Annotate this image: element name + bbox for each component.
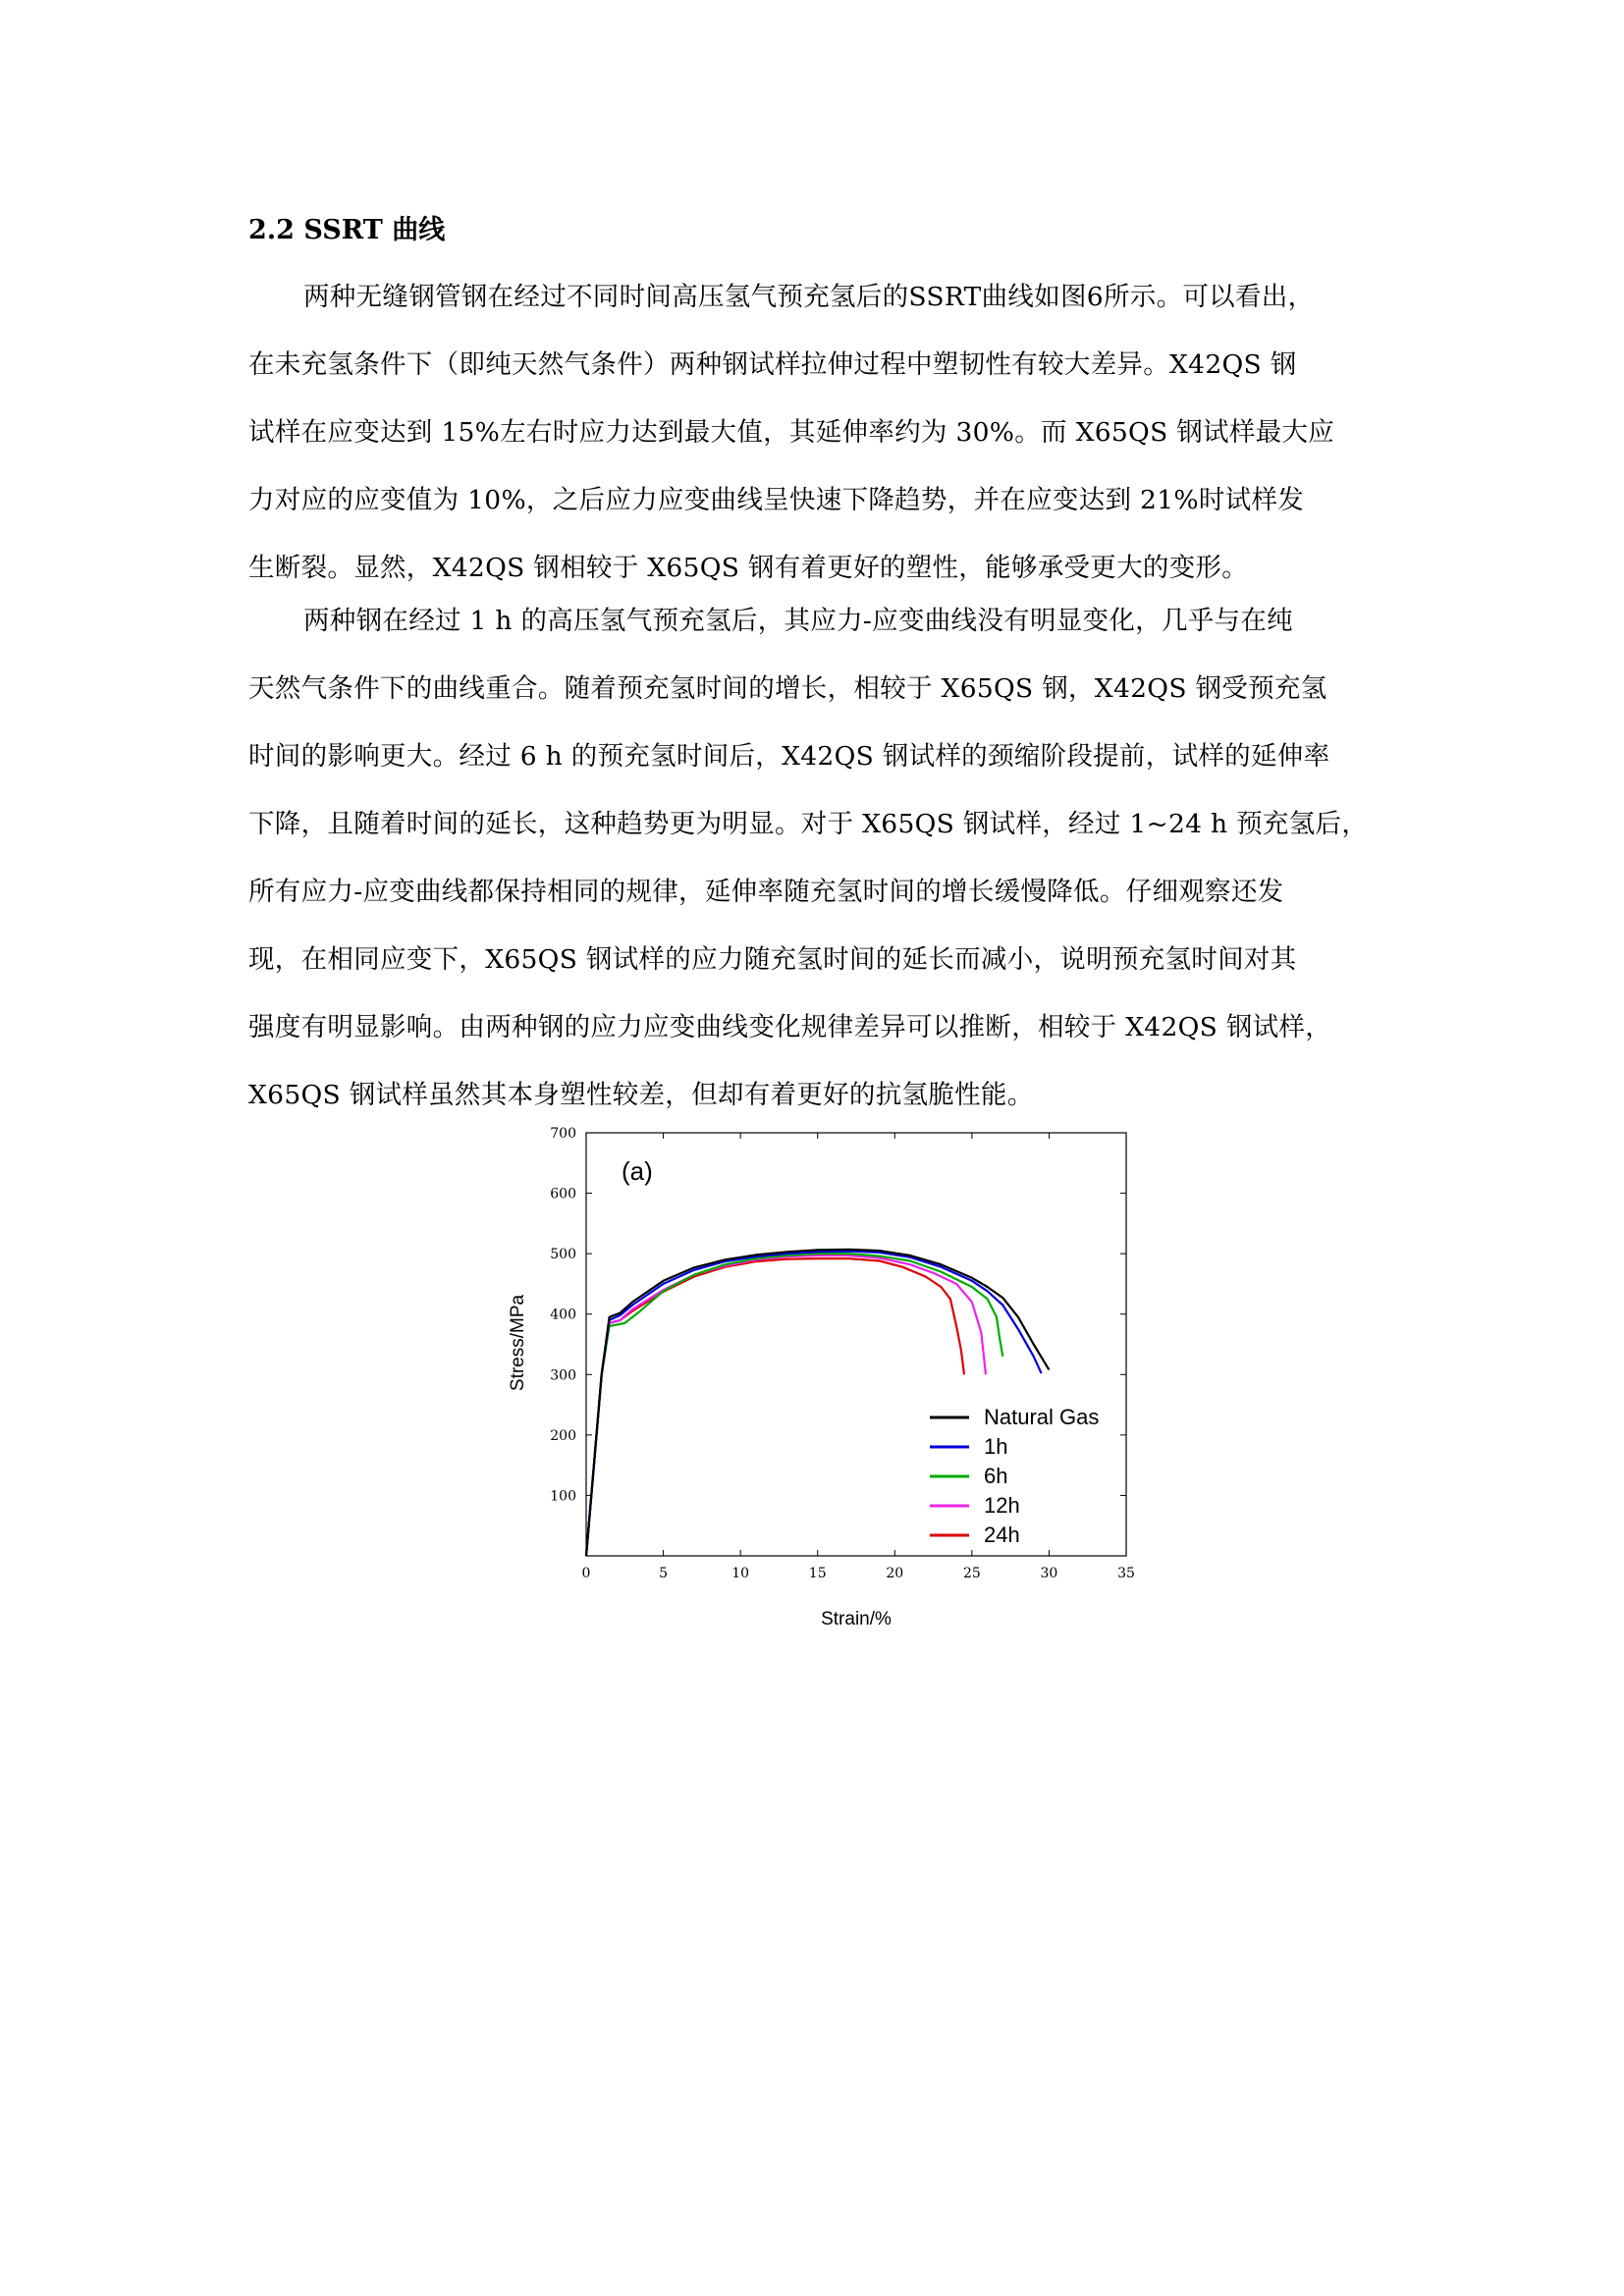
legend-entry: 12h xyxy=(984,1493,1020,1518)
paragraph-2 xyxy=(248,587,1387,1129)
plot-frame xyxy=(586,1133,1126,1556)
paragraph-line: 两种无缝钢管钢在经过不同时间高压氢气预充氢后的SSRT曲线如图6所示。可以看出， xyxy=(303,282,1315,312)
y-tick-label: 100 xyxy=(550,1488,576,1505)
chart-series xyxy=(586,1250,1049,1556)
y-tick-label: 500 xyxy=(550,1247,576,1263)
panel-label: (a) xyxy=(622,1156,653,1186)
y-axis-label: Stress/MPa xyxy=(508,1294,528,1392)
x-tick-label: 20 xyxy=(886,1566,904,1581)
paragraph-line: 现，在相同应变下，X65QS 钢试样的应力随充氢时间的延长而减小，说明预充氢时间对其 xyxy=(248,944,1297,975)
paragraph-line: 试样在应变达到 15%左右时应力达到最大值，其延伸率约为 30%。而 X65QS 钢试样最大应 xyxy=(248,417,1335,448)
paragraph-line: 所有应力-应变曲线都保持相同的规律，延伸率随充氢时间的增长缓慢降低。仔细观察还发 xyxy=(248,877,1284,907)
y-tick-label: 200 xyxy=(550,1427,576,1444)
x-tick-label: 10 xyxy=(731,1566,750,1581)
series-line-12h xyxy=(586,1255,986,1556)
y-tick-label: 700 xyxy=(550,1126,576,1142)
paragraph-1 xyxy=(248,263,1387,602)
legend-entry: 24h xyxy=(984,1522,1020,1547)
y-tick-label: 400 xyxy=(550,1307,576,1323)
y-tick-label: 600 xyxy=(550,1186,576,1202)
paragraph-line: X65QS 钢试样虽然其本身塑性较差，但却有着更好的抗氢脆性能。 xyxy=(248,1080,1034,1110)
y-tick-label: 300 xyxy=(550,1367,576,1384)
paragraph-line: 力对应的应变值为 10%，之后应力应变曲线呈快速下降趋势，并在应变达到 21%时试样发 xyxy=(248,485,1305,515)
paragraph-line: 时间的影响更大。经过 6 h 的预充氢时间后，X42QS 钢试样的颈缩阶段提前，试样的延伸率 xyxy=(248,741,1330,772)
x-tick-label: 15 xyxy=(808,1566,827,1581)
chart-legend xyxy=(930,1405,1099,1547)
x-tick-label: 35 xyxy=(1117,1566,1135,1581)
chart-axes xyxy=(550,1126,1135,1581)
paragraph-line: 生断裂。显然，X42QS 钢相较于 X65QS 钢有着更好的塑性，能够承受更大的变形。 xyxy=(248,553,1249,583)
paragraph-line: 强度有明显影响。由两种钢的应力应变曲线变化规律差异可以推断，相较于 X42QS 钢试样， xyxy=(248,1012,1332,1042)
paragraph-line: 天然气条件下的曲线重合。随着预充氢时间的增长，相较于 X65QS 钢，X42QS 钢受预充氢 xyxy=(248,673,1327,704)
legend-entry: 1h xyxy=(984,1434,1008,1459)
paragraph-line: 在未充氢条件下（即纯天然气条件）两种钢试样拉伸过程中塑韧性有较大差异。X42QS 钢 xyxy=(248,349,1297,380)
legend-entry: 6h xyxy=(984,1464,1008,1488)
section-heading: 2.2 SSRT 曲线 xyxy=(248,215,446,245)
x-tick-label: 30 xyxy=(1040,1566,1058,1581)
x-tick-label: 25 xyxy=(962,1566,981,1581)
x-axis-label: Strain/% xyxy=(821,1609,892,1629)
paragraph-line: 下降，且随着时间的延长，这种趋势更为明显。对于 X65QS 钢试样，经过 1~24 h 预充氢后， xyxy=(248,809,1369,839)
x-tick-label: 0 xyxy=(581,1566,591,1581)
x-tick-label: 5 xyxy=(659,1566,669,1581)
legend-entry: Natural Gas xyxy=(984,1405,1100,1429)
paragraph-line: 两种钢在经过 1 h 的高压氢气预充氢后，其应力-应变曲线没有明显变化，几乎与在纯 xyxy=(303,606,1293,636)
stress-strain-chart xyxy=(496,1119,1144,1649)
